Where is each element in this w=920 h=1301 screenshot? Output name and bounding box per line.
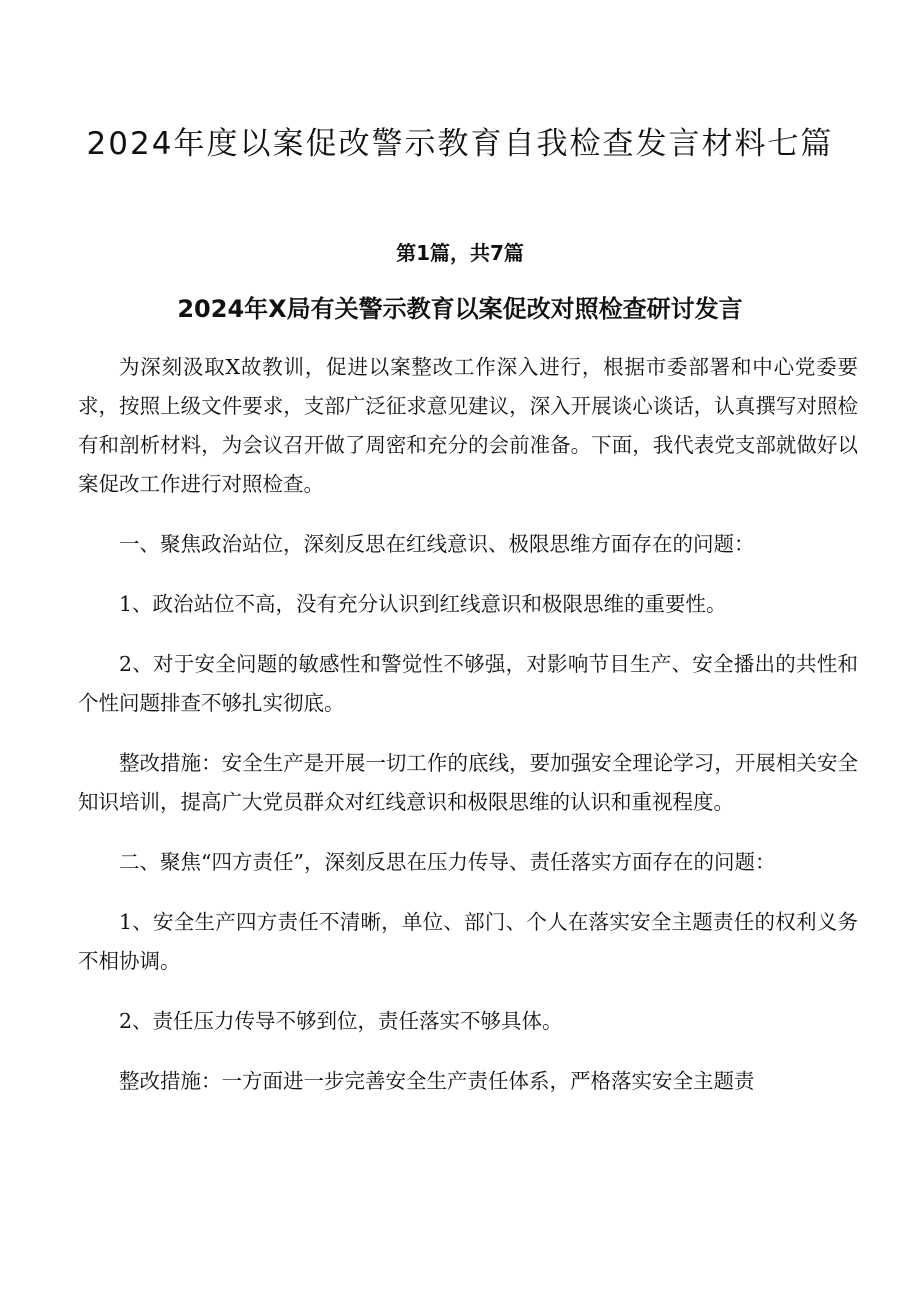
paragraph-intro: 为深刻汲取X故教训，促进以案整改工作深入进行，根据市委部署和中心党委要求，按照上级文件要求，支部广泛征求意见建议，深入开展谈心谈话，认真撰写对照检有和剖析材料，为会议召开做了周密和充分的会前准备。下面，我代表党支部就做好以案促改工作进行对照检查。 — [78, 355, 858, 496]
paragraph-item-2-1: 1、安全生产四方责任不清晰，单位、部门、个人在落实安全主题责任的权利义务不相协调。 — [78, 910, 858, 973]
part-label: 第1篇，共7篇 — [396, 241, 524, 265]
paragraph-measures-1: 整改措施：安全生产是开展一切工作的底线，要加强安全理论学习，开展相关安全知识培训，提高广大党员群众对红线意识和极限思维的认识和重视程度。 — [78, 751, 858, 814]
paragraph-item-1-1: 1、政治站位不高，没有充分认识到红线意识和极限思维的重要性。 — [119, 592, 727, 616]
document-title: 2024年度以案促改警示教育自我检查发言材料七篇 — [86, 126, 834, 162]
paragraph-heading-2: 二、聚焦“四方责任”，深刻反思在压力传导、责任落实方面存在的问题： — [119, 850, 776, 874]
section-title: 2024年X局有关警示教育以案促改对照检查研讨发言 — [177, 295, 743, 323]
paragraph-item-1-2: 2、对于安全问题的敏感性和警觉性不够强，对影响节目生产、安全播出的共性和个性问题排查不够扎实彻底。 — [78, 652, 858, 715]
paragraph-heading-1: 一、聚焦政治站位，深刻反思在红线意识、极限思维方面存在的问题： — [119, 532, 755, 556]
document-body — [78, 348, 858, 1122]
paragraph-measures-2: 整改措施：一方面进一步完善安全生产责任体系，严格落实安全主题责 — [119, 1069, 755, 1093]
paragraph-item-2-2: 2、责任压力传导不够到位，责任落实不够具体。 — [119, 1009, 563, 1033]
